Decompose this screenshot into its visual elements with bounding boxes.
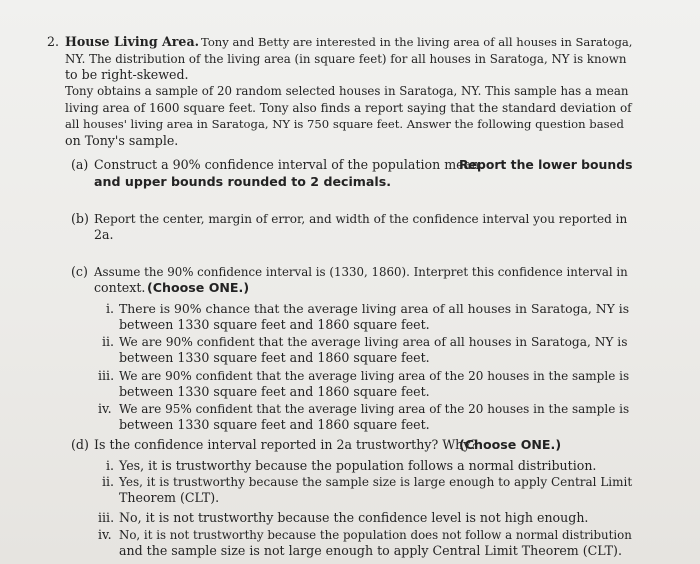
part-d-option-num: i. (106, 458, 115, 473)
part-c-option-num: ii. (102, 334, 115, 349)
part-a-bold-1: Report the lower bounds (459, 157, 633, 172)
part-c-option-line: We are 90% confident that the average living area of all houses in Saratoga, NY is (119, 335, 628, 349)
part-c-option-line: between 1330 square feet and 1860 square feet. (119, 384, 430, 399)
part-c-option-num: iii. (98, 368, 115, 383)
part-c-option-line: between 1330 square feet and 1860 square feet. (119, 317, 430, 332)
part-d-option-num: iii. (98, 510, 115, 525)
part-d-option-line: and the sample size is not large enough to apply Central Limit Theorem (CLT). (119, 543, 622, 558)
intro-line-4: Tony obtains a sample of 20 random selected houses in Saratoga, NY. This sample has a mean (65, 84, 629, 98)
problem-number: 2. (47, 34, 60, 49)
part-d-line-1: Is the confidence interval reported in 2a trustworthy? Why? (94, 437, 478, 452)
part-c-option-num: iv. (98, 401, 112, 416)
part-a-bold-2: and upper bounds rounded to 2 decimals. (94, 174, 391, 189)
part-d-option-line: Yes, it is trustworthy because the population follows a normal distribution. (119, 458, 597, 473)
part-c-option-line: We are 95% confident that the average living area of the 20 houses in the sample is (119, 402, 630, 416)
part-d-option-line: No, it is not trustworthy because the confidence level is not high enough. (119, 510, 589, 525)
part-c-option-line: between 1330 square feet and 1860 square feet. (119, 417, 430, 432)
part-b-line-1: Report the center, margin of error, and width of the confidence interval you reported in (94, 212, 628, 226)
part-d-option-num: ii. (102, 474, 115, 489)
intro-line-3: to be right-skewed. (65, 67, 189, 82)
part-b-label: (b) (71, 211, 89, 226)
part-c-line-1: Assume the 90% confidence interval is (1330, 1860). Interpret this confidence interval in (94, 265, 628, 279)
part-c-choose: (Choose ONE.) (147, 280, 250, 295)
part-d-option-line: No, it is not trustworthy because the population does not follow a normal distribution (119, 528, 632, 542)
part-d-label: (d) (71, 437, 89, 452)
part-d-option-line: Yes, it is trustworthy because the sample size is large enough to apply Central Limit (119, 475, 633, 489)
part-c-option-line: We are 90% confident that the average living area of the 20 houses in the sample is (119, 369, 630, 383)
intro-line-2: NY. The distribution of the living area (in square feet) for all houses in Saratoga, NY is known (65, 52, 627, 66)
part-d-option-num: iv. (98, 527, 112, 542)
part-d-option-line: Theorem (CLT). (119, 490, 220, 505)
part-c-option-line: There is 90% chance that the average living area of all houses in Saratoga, NY is (119, 301, 630, 316)
intro-line-1: Tony and Betty are interested in the living area of all houses in Saratoga, (201, 35, 633, 49)
problem-title: House Living Area. (65, 34, 199, 49)
part-c-line-2: context. (94, 280, 146, 295)
part-c-label: (c) (71, 264, 88, 279)
part-c-option-line: between 1330 square feet and 1860 square feet. (119, 350, 430, 365)
part-d-choose: (Choose ONE.) (459, 437, 562, 452)
intro-line-6: all houses' living area in Saratoga, NY is 750 square feet. Answer the following question based (65, 117, 624, 131)
intro-line-5: living area of 1600 square feet. Tony also finds a report saying that the standard deviation of (65, 101, 632, 115)
part-c-option-num: i. (106, 301, 115, 316)
part-b-line-2: 2a. (94, 227, 114, 242)
intro-line-7: on Tony's sample. (65, 133, 179, 148)
part-a-label: (a) (71, 157, 89, 172)
part-a-text: Construct a 90% confidence interval of the population mean. (94, 157, 484, 172)
